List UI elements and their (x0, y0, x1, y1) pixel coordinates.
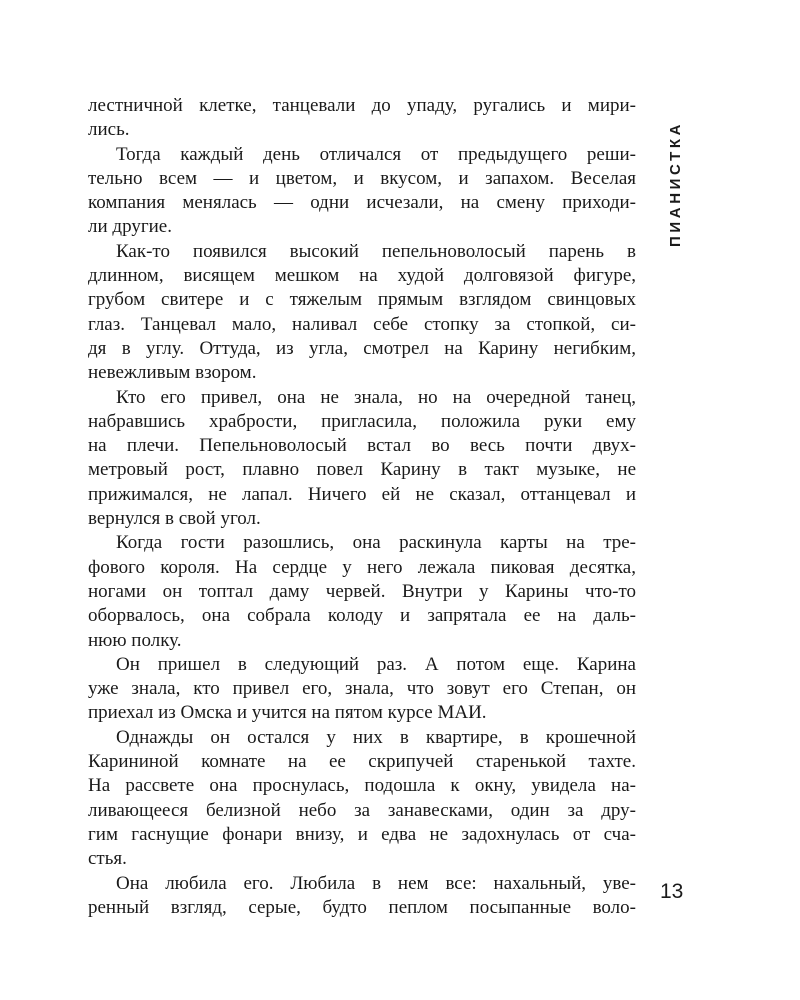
text-line: тельно всем — и цветом, и вкусом, и запахом. Веселая (88, 167, 636, 189)
text-line: глаз. Танцевал мало, наливал себе стопку за стопкой, си- (88, 313, 636, 335)
text-line: стья. (88, 848, 127, 870)
text-line: метровый рост, плавно повел Карину в такт музыке, не (88, 459, 636, 481)
body-text (88, 94, 636, 920)
text-line: приехал из Омска и учится на пятом курсе МАИ. (88, 702, 487, 724)
text-line: компания менялась — одни исчезали, на смену приходи- (88, 192, 636, 214)
text-line: длинном, висящем мешком на худой долговязой фигуре, (88, 265, 636, 287)
text-line: ли другие. (88, 216, 172, 238)
text-line: Карининой комнате на ее скрипучей старенькой тахте. (88, 751, 636, 773)
text-line: ногами он топтал даму червей. Внутри у Карины что-то (88, 580, 636, 602)
text-line: оборвалось, она собрала колоду и запрятала ее на даль- (88, 605, 636, 627)
text-line: Она любила его. Любила в нем все: нахальный, уве- (116, 872, 636, 894)
text-line: дя в углу. Оттуда, из угла, смотрел на Карину негибким, (88, 337, 636, 359)
text-line: вернулся в свой угол. (88, 508, 261, 530)
text-line: Тогда каждый день отличался от предыдущего реши- (116, 143, 636, 165)
text-line: лестничной клетке, танцевали до упаду, ругались и мири- (88, 95, 636, 116)
text-line: ренный взгляд, серые, будто пеплом посыпанные воло- (88, 896, 636, 918)
text-line: фового короля. На сердце у него лежала пиковая десятка, (88, 556, 636, 578)
text-line: невежливым взором. (88, 362, 257, 384)
text-line: прижимался, не лапал. Ничего ей не сказал, оттанцевал и (88, 483, 636, 505)
text-line: Когда гости разошлись, она раскинула карты на тре- (116, 532, 636, 554)
text-line: нюю полку. (88, 629, 182, 651)
text-line: Однажды он остался у них в квартире, в крошечной (116, 726, 636, 748)
text-line: грубом свитере и с тяжелым прямым взглядом свинцовых (88, 289, 636, 311)
page-number: 13 (660, 880, 684, 903)
text-line: уже знала, кто привел его, знала, что зовут его Степан, он (88, 678, 636, 700)
running-head: ПИАНИСТКА (667, 120, 684, 247)
text-line: лись. (88, 119, 130, 141)
text-line: ливающееся белизной небо за занавесками, один за дру- (88, 799, 636, 821)
text-line: гим гаснущие фонари внизу, и едва не задохнулась от сча- (88, 823, 636, 845)
text-line: На рассвете она проснулась, подошла к окну, увидела на- (88, 775, 636, 797)
text-line: на плечи. Пепельноволосый встал во весь почти двух- (88, 435, 636, 457)
text-line: Он пришел в следующий раз. А потом еще. Карина (116, 653, 636, 675)
text-line: набравшись храбрости, пригласила, положила руки ему (88, 410, 636, 432)
text-line: Кто его привел, она не знала, но на очередной танец, (116, 386, 636, 408)
text-line: Как-то появился высокий пепельноволосый парень в (116, 240, 636, 262)
